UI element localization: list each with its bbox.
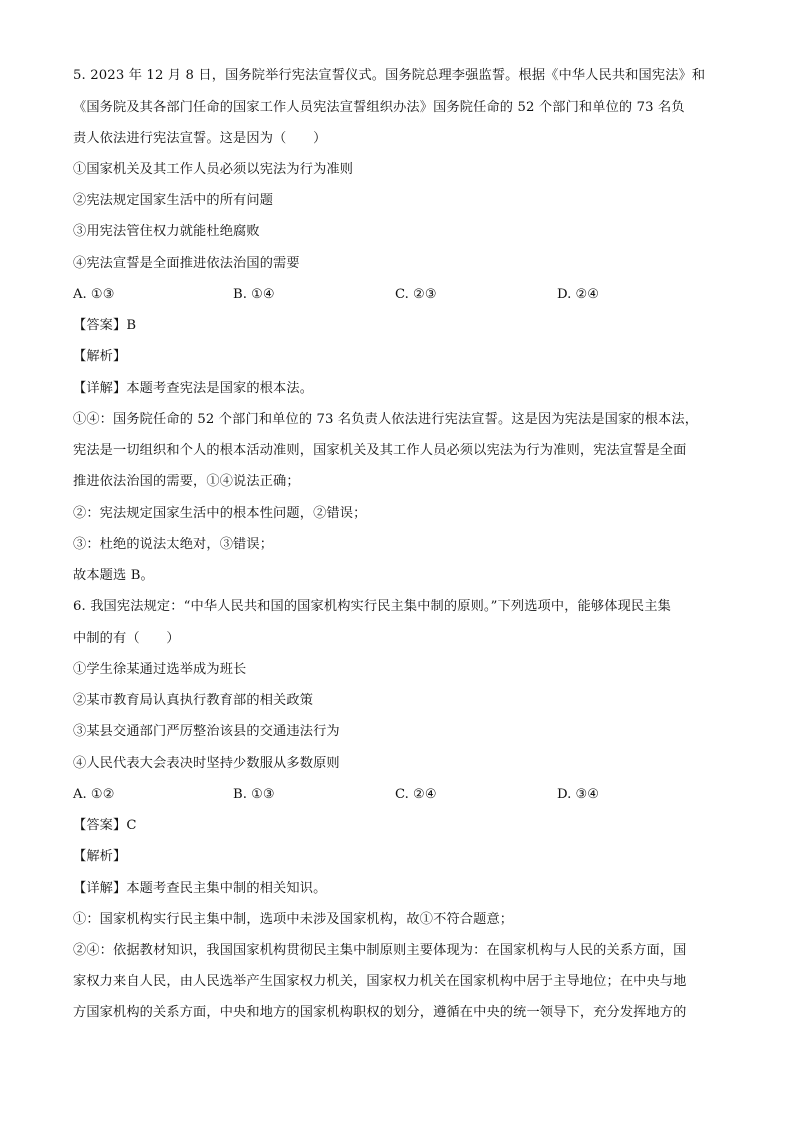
q6-option-d: D. ③④ — [557, 787, 600, 802]
q5-statement-3: ③用宪法管住权力就能杜绝腐败 — [73, 224, 260, 239]
q5-statement-1: ①国家机关及其工作人员必须以宪法为行为准则 — [73, 162, 354, 177]
q6-statement-3: ③某县交通部门严厉整治该县的交通违法行为 — [73, 724, 340, 739]
q5-analysis-heading: 【解析】 — [73, 349, 127, 364]
q5-explanation-line-7: 故本题选 B。 — [73, 568, 154, 583]
q6-explanation-line-4: 家权力来自人民，由人民选举产生国家权力机关，国家权力机关在国家机构中居于主导地位；在中央与地 — [73, 974, 687, 989]
q5-statement-4: ④宪法宣誓是全面推进依法治国的需要 — [73, 256, 300, 271]
q5-stem-line-3: 责人依法进行宪法宣誓。这是因为（ ） — [73, 131, 327, 146]
q5-explanation-line-4: 推进依法治国的需要，①④说法正确； — [73, 474, 300, 489]
q5-explanation-line-1: 【详解】本题考查宪法是国家的根本法。 — [73, 381, 314, 396]
q5-stem-line-1: 5. 2023 年 12 月 8 日，国务院举行宪法宣誓仪式。国务院总理李强监誓。根据《中华人民共和国宪法》和 — [73, 68, 706, 83]
q5-explanation-line-2: ①④：国务院任命的 52 个部门和单位的 73 名负责人依法进行宪法宣誓。这是因为宪法是国家的根本法， — [73, 412, 699, 427]
q6-option-c: C. ②④ — [395, 787, 437, 802]
q6-option-a: A. ①② — [73, 787, 115, 802]
q6-explanation-line-1: 【详解】本题考查民主集中制的相关知识。 — [73, 881, 327, 896]
q5-answer: 【答案】B — [73, 318, 137, 333]
q6-stem-line-1: 6. 我国宪法规定：“中华人民共和国的国家机构实行民主集中制的原则。”下列选项中，能够体现民主集 — [73, 599, 671, 614]
q5-explanation-line-5: ②：宪法规定国家生活中的根本性问题，②错误； — [73, 506, 367, 521]
q5-explanation-line-3: 宪法是一切组织和个人的根本活动准则，国家机关及其工作人员必须以宪法为行为准则，宪法宣誓是全面 — [73, 443, 687, 458]
q6-explanation-line-5: 方国家机构的关系方面，中央和地方的国家机构职权的划分，遵循在中央的统一领导下，充分发挥地方的 — [73, 1005, 687, 1020]
q6-analysis-heading: 【解析】 — [73, 849, 127, 864]
q5-statement-2: ②宪法规定国家生活中的所有问题 — [73, 193, 274, 208]
q6-option-b: B. ①③ — [233, 787, 275, 802]
q5-option-d: D. ②④ — [557, 287, 600, 302]
q6-statement-4: ④人民代表大会表决时坚持少数服从多数原则 — [73, 756, 340, 771]
q5-stem-line-2: 《国务院及其各部门任命的国家工作人员宪法宣誓组织办法》国务院任命的 52 个部门和单位的 73 名负 — [73, 100, 685, 115]
q6-statement-2: ②某市教育局认真执行教育部的相关政策 — [73, 693, 314, 708]
q6-explanation-line-3: ②④：依据教材知识，我国国家机构贯彻民主集中制原则主要体现为：在国家机构与人民的关系方面，国 — [73, 943, 687, 958]
q6-stem-line-2: 中制的有（ ） — [73, 631, 180, 646]
q6-statement-1: ①学生徐某通过选举成为班长 — [73, 662, 247, 677]
q5-explanation-line-6: ③：杜绝的说法太绝对，③错误； — [73, 537, 274, 552]
q6-answer: 【答案】C — [73, 818, 137, 833]
q6-explanation-line-2: ①：国家机构实行民主集中制，选项中未涉及国家机构，故①不符合题意； — [73, 912, 514, 927]
q5-option-c: C. ②③ — [395, 287, 437, 302]
q5-option-b: B. ①④ — [233, 287, 275, 302]
q5-option-a: A. ①③ — [73, 287, 115, 302]
